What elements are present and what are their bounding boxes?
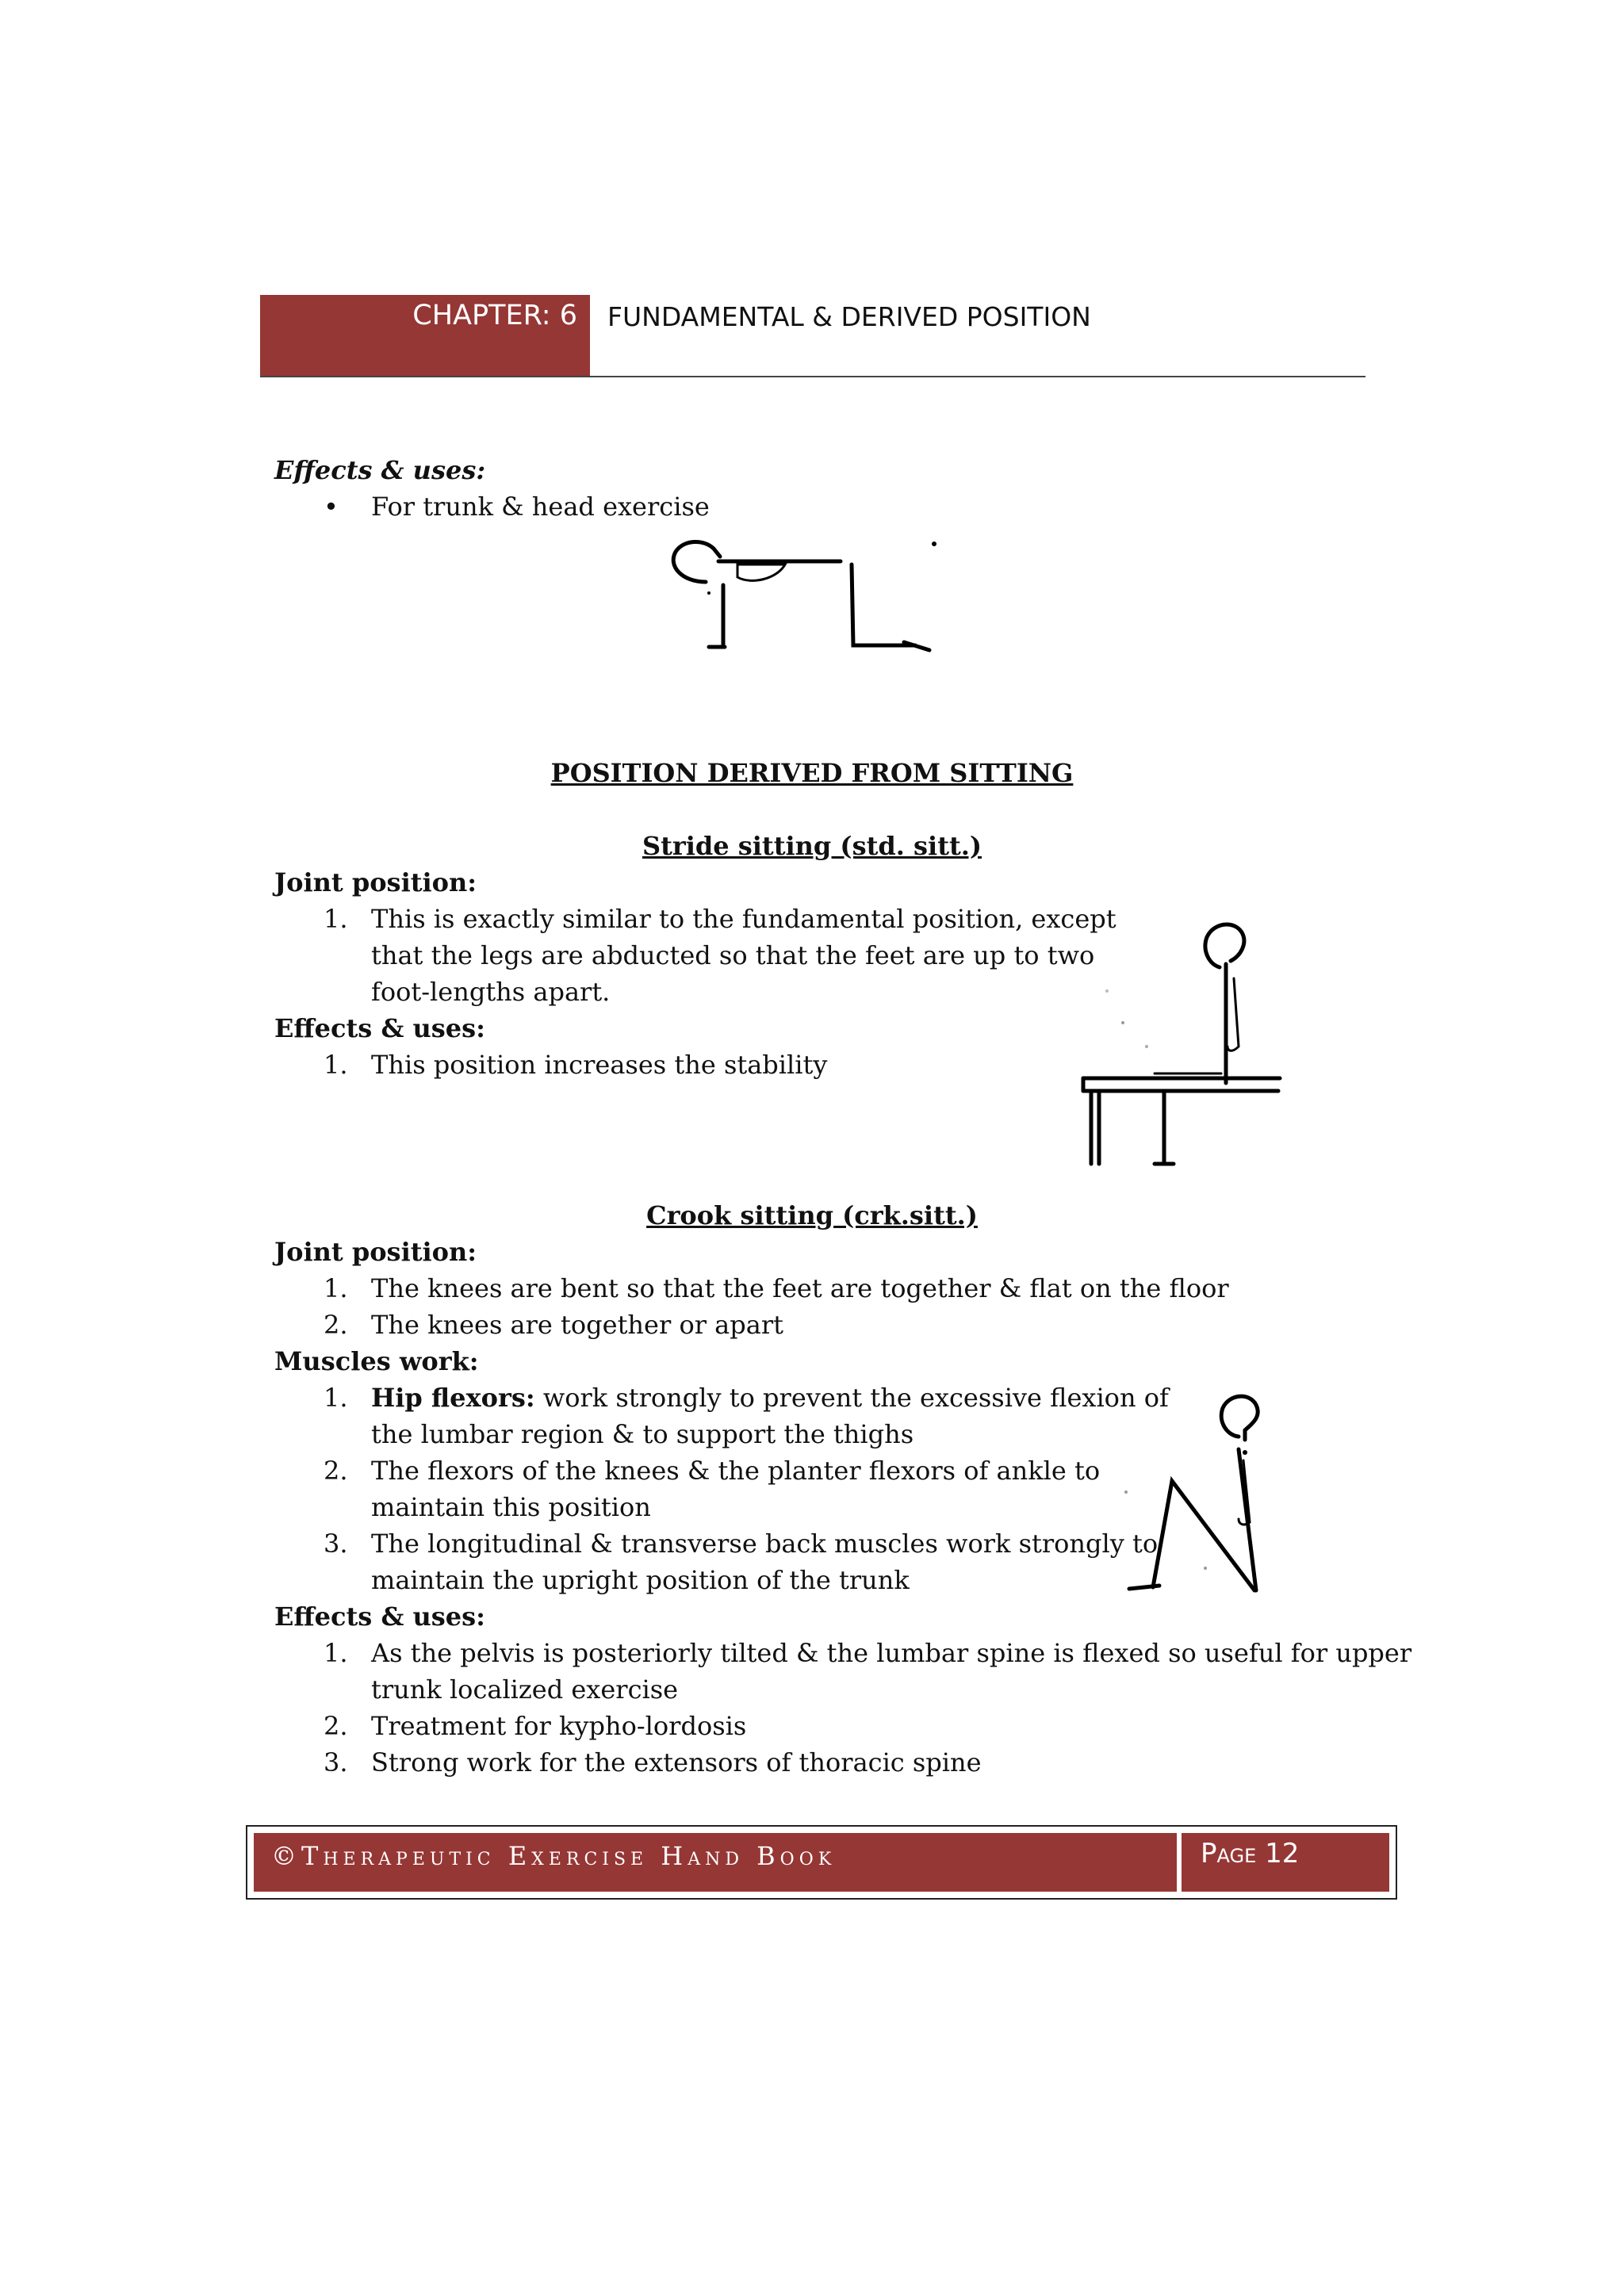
chapter-label: CHAPTER: 6 — [412, 300, 577, 331]
list-item: 3. The longitudinal & transverse back muscles work strongly to — [324, 1529, 1159, 1559]
list-item: 1. Hip flexors: work strongly to prevent the excessive flexion of — [324, 1383, 1169, 1413]
figure-crook-sitting — [1118, 1372, 1293, 1601]
list-item-cont: maintain this position — [371, 1492, 651, 1522]
joint-heading-crook: Joint position: — [274, 1237, 477, 1267]
list-item: 1. This is exactly similar to the fundamental position, except — [324, 904, 1116, 934]
bullet-icon: • — [324, 492, 339, 522]
effects-heading-1: Effects & uses: — [274, 455, 486, 485]
list-item-cont: the lumbar region & to support the thighs — [371, 1419, 914, 1449]
chapter-title: FUNDAMENTAL & DERIVED POSITION — [607, 301, 1091, 332]
figure-prone-kneeling — [650, 530, 967, 677]
list-item-cont: that the legs are abducted so that the feet are up to two — [371, 940, 1095, 970]
subsection-title-stride: Stride sitting (std. sitt.) — [642, 831, 982, 861]
figure-stride-sitting — [1075, 912, 1289, 1173]
list-item: 1. This position increases the stability — [324, 1050, 828, 1080]
footer-book-title: ©Therapeutic Exercise Hand Book — [271, 1841, 837, 1871]
subsection-title-crook: Crook sitting (crk.sitt.) — [646, 1200, 978, 1230]
header-rule — [260, 376, 1365, 377]
page-number: Page 12 — [1201, 1838, 1300, 1869]
muscles-heading: Muscles work: — [274, 1346, 479, 1376]
list-item-cont: trunk localized exercise — [371, 1674, 679, 1705]
list-item-cont: foot-lengths apart. — [371, 977, 611, 1007]
section-title: POSITION DERIVED FROM SITTING — [550, 758, 1074, 788]
list-item: • For trunk & head exercise — [324, 488, 710, 525]
list-item: 3. Strong work for the extensors of thoracic spine — [324, 1747, 982, 1777]
effects-heading-crook: Effects & uses: — [274, 1601, 485, 1632]
list-item: 1. As the pelvis is posteriorly tilted & the lumbar spine is flexed so useful for upper — [324, 1638, 1412, 1668]
list-item: 1. The knees are bent so that the feet are together & flat on the floor — [324, 1273, 1229, 1303]
list-item-cont: maintain the upright position of the trunk — [371, 1565, 910, 1595]
list-item: 2. Treatment for kypho-lordosis — [324, 1711, 747, 1741]
list-item: 2. The knees are together or apart — [324, 1310, 783, 1340]
joint-heading-stride: Joint position: — [274, 867, 477, 897]
list-item: 2. The flexors of the knees & the planter flexors of ankle to — [324, 1456, 1101, 1486]
effects-heading-stride: Effects & uses: — [274, 1013, 485, 1043]
